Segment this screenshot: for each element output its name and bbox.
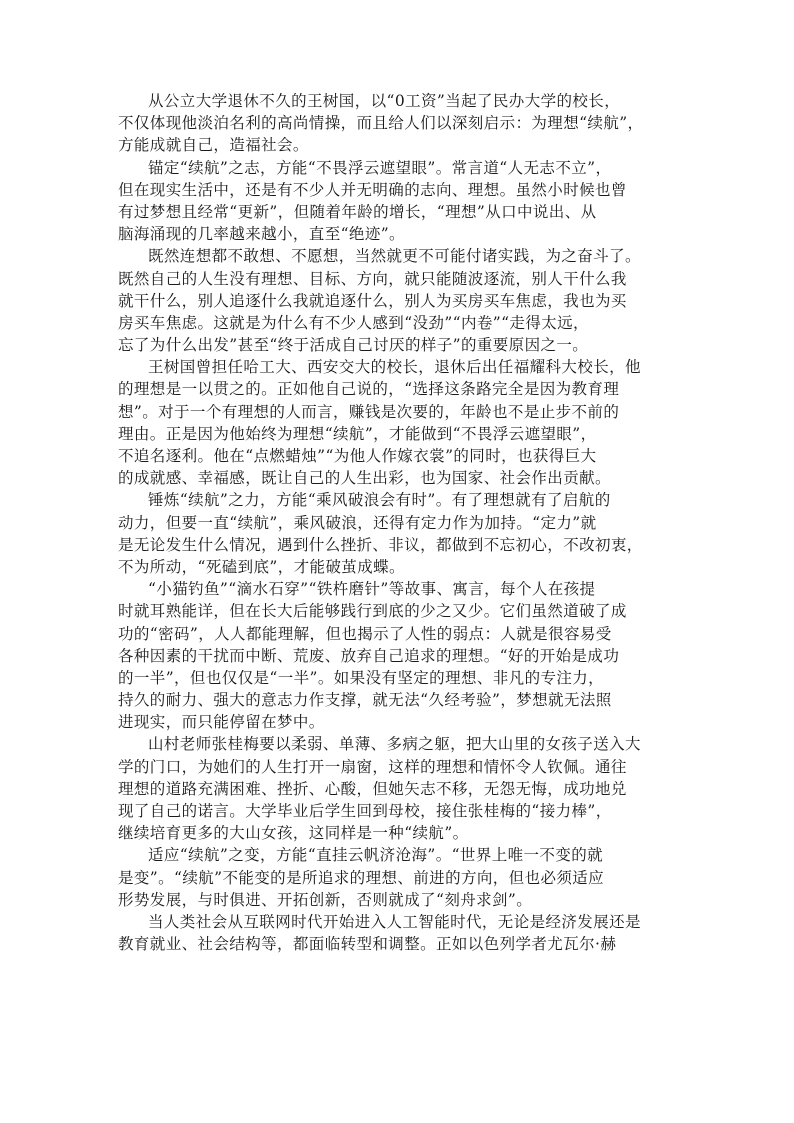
text-line: 形势发展，与时俱进、开拓创新，否则就成了“刻舟求剑”。	[118, 890, 533, 909]
text-line: “小猫钓鱼”“滴水石穿”“铁杵磨针”等故事、寓言，每个人在孩提	[148, 580, 596, 599]
text-line: 不仅体现他淡泊名利的高尚情操，而且给人们以深刻启示：为理想“续航”，	[118, 114, 644, 133]
text-line: 是变”。“续航”不能变的是所追求的理想、前进的方向，但也必须适应	[118, 868, 605, 887]
text-line: 但在现实生活中，还是有不少人并无明确的志向、理想。虽然小时候也曾	[118, 180, 627, 199]
text-line: 不为所动，“死磕到底”，才能破茧成蝶。	[118, 557, 405, 576]
text-line: 时就耳熟能详，但在长大后能够践行到底的少之又少。它们虽然道破了成	[118, 602, 627, 621]
text-line: 脑海涌现的几率越来越小，直至“绝迹”。	[118, 225, 405, 244]
text-line: 想”。对于一个有理想的人而言，赚钱是次要的，年龄也不是止步不前的	[118, 402, 620, 421]
text-line: 不追名逐利。他在“点燃蜡烛”“为他人作嫁衣裳”的同时，也获得巨大	[118, 447, 597, 465]
text-line: 适应“续航”之变，方能“直挂云帆济沧海”。“世界上唯一不变的就	[148, 846, 604, 865]
text-line: 是无论发生什么情况，遇到什么挫折、非议，都做到不忘初心，不改初衷，	[118, 535, 643, 554]
text-line: 忘了为什么出发”甚至“终于活成自己讨厌的样子”的重要原因之一。	[118, 336, 589, 355]
text-line: 既然自己的人生没有理想、目标、方向，就只能随波逐流，别人干什么我	[118, 269, 627, 288]
text-line: 理想的道路充满困难、挫折、心酸，但她矢志不移，无怨无悔，成功地兑	[118, 779, 627, 798]
paragraph-5	[118, 489, 683, 578]
text-line: 学的门口，为她们的人生打开一扇窗，这样的理想和情怀令人钦佩。通往	[118, 757, 627, 776]
paragraph-2	[118, 157, 683, 246]
text-line: 继续培育更多的大山女孩，这同样是一种“续航”。	[118, 824, 469, 843]
text-line: 既然连想都不敢想、不愿想，当然就更不可能付诸实践，为之奋斗了。	[148, 247, 641, 266]
text-line: 锚定“续航”之志，方能“不畏浮云遮望眼”。常言道“人无志不立”，	[148, 158, 612, 177]
text-line: 现了自己的诺言。大学毕业后学生回到母校，接住张桂梅的“接力棒”，	[118, 802, 612, 820]
text-line: 锤炼“续航”之力，方能“乘风破浪会有时”。有了理想就有了启航的	[148, 491, 611, 510]
text-line: 各种因素的干扰而中断、荒废、放弃自己追求的理想。“好的开始是成功	[118, 646, 620, 665]
text-line: 理由。正是因为他始终为理想“续航”，才能做到“不畏浮云遮望眼”，	[118, 424, 597, 443]
paragraph-3	[118, 245, 683, 356]
text-line: 就干什么，别人追逐什么我就追逐什么，别人为买房买车焦虑，我也为买	[118, 291, 627, 310]
text-line: 有过梦想且经常“更新”，但随着年龄的增长，“理想”从口中说出、从	[118, 202, 597, 221]
text-line: 的一半”，但也仅仅是“一半”。如果没有坚定的理想、非凡的专注力，	[118, 668, 605, 687]
text-line: 功的“密码”，人人都能理解，但也揭示了人性的弱点：人就是很容易受	[118, 624, 612, 643]
paragraph-7	[118, 733, 683, 844]
paragraph-6	[118, 578, 683, 733]
text-line: 持久的耐力、强大的意志力作支撑，就无法“久经考验”，梦想就无法照	[118, 691, 612, 710]
text-line: 动力，但要一直“续航”，乘风破浪，还得有定力作为加持。“定力”就	[118, 513, 597, 532]
text-line: 当人类社会从互联网时代开始进入人工智能时代，无论是经济发展还是	[148, 912, 641, 931]
article-body	[118, 90, 683, 955]
text-line: 的理想是一以贯之的。正如他自己说的，“选择这条路完全是因为教育理	[118, 380, 620, 399]
text-line: 王树国曾担任哈工大、西安交大的校长，退休后出任福耀科大校长，他	[148, 358, 641, 377]
text-line: 方能成就自己，造福社会。	[118, 136, 309, 155]
text-line: 从公立大学退休不久的王树国，以“0工资”当起了民办大学的校长，	[148, 92, 621, 110]
paragraph-4	[118, 356, 683, 489]
text-line: 房买车焦虑。这就是为什么有不少人感到“没劲”“内卷”“走得太远，	[118, 313, 589, 332]
paragraph-8	[118, 844, 683, 911]
text-line: 进现实，而只能停留在梦中。	[118, 713, 325, 732]
paragraph-9	[118, 911, 683, 955]
text-line: 山村老师张桂梅要以柔弱、单薄、多病之躯，把大山里的女孩子送入大	[148, 735, 641, 754]
text-line: 的成就感、幸福感，既让自己的人生出彩，也为国家、社会作出贡献。	[118, 469, 611, 488]
text-line: 教育就业、社会结构等，都面临转型和调整。正如以色列学者尤瓦尔·赫	[118, 935, 617, 954]
paragraph-1	[118, 90, 683, 157]
